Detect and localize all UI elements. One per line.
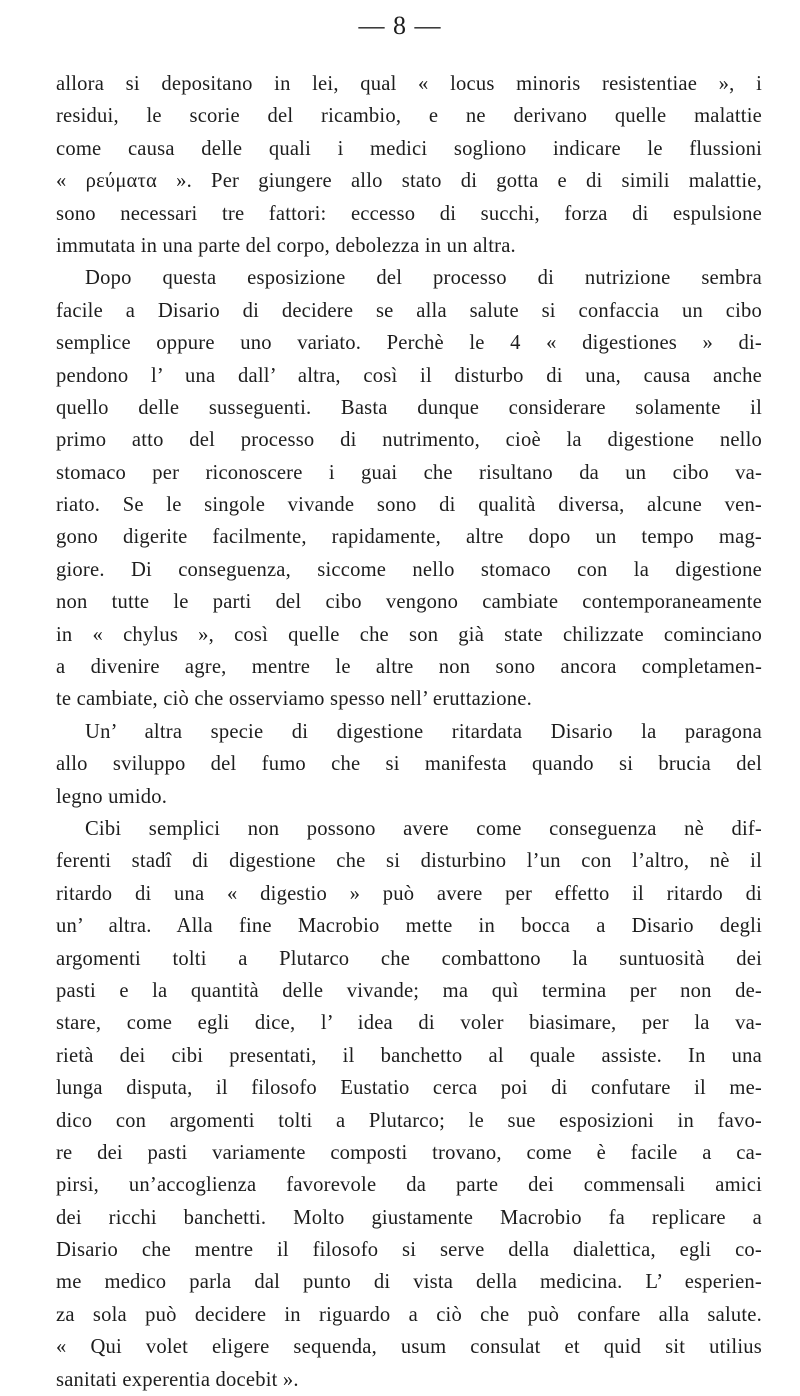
text-line: allora si depositano in lei, qual « locus minoris resistentiae », i xyxy=(56,73,762,95)
text-line: te cambiate, ciò che osserviamo spesso nell’ eruttazione. xyxy=(56,688,532,711)
text-line: un’ altra. Alla fine Macrobio mette in bocca a Disario degli xyxy=(56,915,762,938)
text-line: residui, le scorie del ricambio, e ne derivano quelle malattie xyxy=(56,105,762,128)
text-line: Dopo questa esposizione del processo di nutrizione sembra xyxy=(85,267,762,290)
text-line: come causa delle quali i medici sogliono indicare le flussioni xyxy=(56,137,762,160)
text-line: in « chylus », così quelle che son già state chilizzate cominciano xyxy=(56,623,762,646)
text-line: riato. Se le singole vivande sono di qualità diversa, alcune ven- xyxy=(56,494,762,517)
text-line: allo sviluppo del fumo che si manifesta quando si brucia del xyxy=(56,753,762,776)
text-line: za sola può decidere in riguardo a ciò che può confare alla salute. xyxy=(56,1303,762,1326)
text-line: « Qui volet eligere sequenda, usum consulat et quid sit utilius xyxy=(56,1336,762,1359)
text-line: argomenti tolti a Plutarco che combattono la suntuosità dei xyxy=(56,947,762,970)
text-line: Cibi semplici non possono avere come conseguenza nè dif- xyxy=(85,817,762,840)
text-line: pasti e la quantità delle vivande; ma quì termina per non de- xyxy=(56,979,762,1002)
text-line: pendono l’ una dall’ altra, così il disturbo di una, causa anche xyxy=(56,364,762,387)
text-line: dei ricchi banchetti. Molto giustamente Macrobio fa replicare a xyxy=(56,1206,762,1229)
text-line: rietà dei cibi presentati, il banchetto al quale assiste. In una xyxy=(56,1044,762,1067)
text-line: dico con argomenti tolti a Plutarco; le sue esposizioni in favo- xyxy=(56,1109,762,1132)
text-line: « ρεύματα ». Per giungere allo stato di gotta e di simili malattie, xyxy=(56,170,762,193)
text-line: pirsi, un’accoglienza favorevole da parte dei commensali amici xyxy=(56,1174,762,1197)
text-line: non tutte le parti del cibo vengono cambiate contemporaneamente xyxy=(56,591,762,614)
text-line: ferenti stadî di digestione che si disturbino l’un con l’altro, nè il xyxy=(56,850,762,873)
text-line: ritardo di una « digestio » può avere per effetto il ritardo di xyxy=(56,882,762,905)
text-line: stare, come egli dice, l’ idea di voler biasimare, per la va- xyxy=(56,1012,762,1035)
text-line: lunga disputa, il filosofo Eustatio cerca poi di confutare il me- xyxy=(56,1077,762,1100)
text-line: stomaco per riconoscere i guai che risultano da un cibo va- xyxy=(56,461,762,484)
text-line: primo atto del processo di nutrimento, cioè la digestione nello xyxy=(56,429,762,452)
text-line: semplice oppure uno variato. Perchè le 4 « digestiones » di- xyxy=(56,332,762,355)
text-line: giore. Di conseguenza, siccome nello stomaco con la digestione xyxy=(56,558,762,581)
page-number: — 8 — xyxy=(358,11,442,40)
text-line: Disario che mentre il filosofo si serve della dialettica, egli co- xyxy=(56,1239,762,1262)
text-line: Un’ altra specie di digestione ritardata Disario la paragona xyxy=(85,720,762,743)
text-line: legno umido. xyxy=(56,785,168,808)
body-text xyxy=(56,68,762,1396)
text-line: facile a Disario di decidere se alla salute si confaccia un cibo xyxy=(56,299,762,322)
text-line: quello delle susseguenti. Basta dunque considerare solamente il xyxy=(56,396,762,419)
text-line: a divenire agre, mentre le altre non sono ancora completamen- xyxy=(56,656,762,679)
text-line: re dei pasti variamente composti trovano, come è facile a ca- xyxy=(56,1141,762,1164)
text-line: sanitati experentia docebit ». xyxy=(56,1368,299,1391)
text-line: gono digerite facilmente, rapidamente, altre dopo un tempo mag- xyxy=(56,526,762,549)
text-line: sono necessari tre fattori: eccesso di succhi, forza di espulsione xyxy=(56,202,762,225)
text-line: immutata in una parte del corpo, debolezza in un altra. xyxy=(56,234,516,257)
text-line: me medico parla dal punto di vista della medicina. L’ esperien- xyxy=(56,1271,762,1294)
